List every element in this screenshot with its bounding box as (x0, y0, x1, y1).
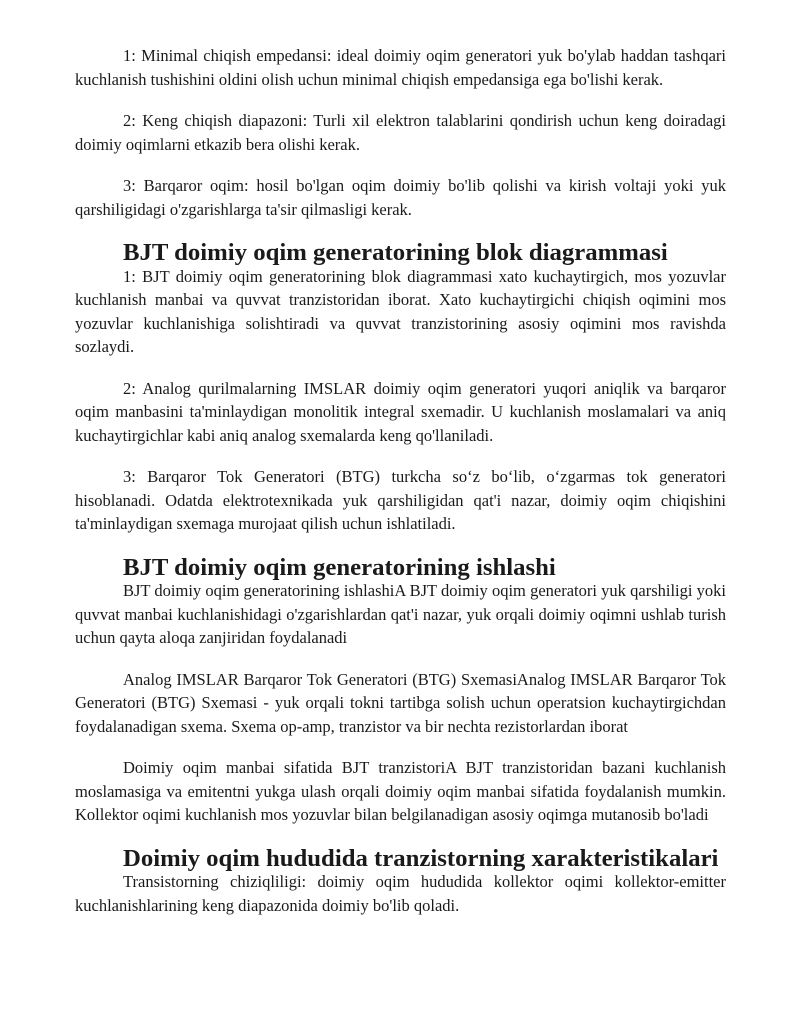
paragraph-wide-output-range: 2: Keng chiqish diapazoni: Turli xil elektron talablarini qondirish uchun keng doiradagi doimiy oqimlarni etkazib bera olishi kerak. (75, 111, 726, 154)
paragraph-stable-current: 3: Barqaror oqim: hosil bo'lgan oqim doimiy bo'lib qolishi va kirish voltaji yoki yuk qarshiligidagi o'zgarishlarga ta'sir qilmasligi kerak. (75, 176, 726, 219)
paragraph-characteristics-1: Transistorning chiziqliligi: doimiy oqim hududida kollektor oqimi kollektor-emitter kuchlanishlarining keng diapazonida doimiy bo'lib qoladi. (75, 872, 726, 915)
paragraph-block-diagram-2: 2: Analog qurilmalarning IMSLAR doimiy oqim generatori yuqori aniqlik va barqaror oqim manbasini ta'minlaydigan monolitik integral sxemadir. U kuchlanish moslamalari va aniq kuchaytirgichlar kabi aniq analog sxemalarda keng qo'llaniladi. (75, 378, 726, 445)
section-heading-block-diagram: BJT doimiy oqim generatorining blok diagrammasi (123, 239, 668, 266)
paragraph-block-diagram-3: 3: Barqaror Tok Generatori (BTG) turkcha so‘z bo‘lib, o‘zgarmas tok generatori hisoblanadi. Odatda elektrotexnikada yuk qarshiligidan qat'i nazar, doimiy oqim chiqishini ta'minlaydigan sxemaga murojaat qilish uchun ishlatiladi. (75, 467, 726, 533)
document-page (75, 44, 726, 917)
paragraph-operation-3: Doimiy oqim manbai sifatida BJT tranzistoriA BJT tranzistoridan bazani kuchlanish moslamasiga va emitentni yukga ulash orqali doimiy oqim manbai sifatida foydalanish mumkin. Kollektor oqimi kuchlanish mos yozuvlar bilan belgilanadigan asosiy oqimga mutanosib bo'ladi (75, 758, 726, 824)
section-heading-characteristics: Doimiy oqim hududida tranzistorning xarakteristikalari (123, 844, 719, 872)
section-heading-operation: BJT doimiy oqim generatorining ishlashi (123, 553, 556, 581)
paragraph-min-output-impedance: 1: Minimal chiqish empedansi: ideal doimiy oqim generatori yuk bo'ylab haddan tashqari kuchlanish tushishini oldini olish uchun minimal chiqish empedansiga ega bo'lishi kerak. (75, 46, 726, 89)
paragraph-block-diagram-1: 1: BJT doimiy oqim generatorining blok diagrammasi xato kuchaytirgich, mos yozuvlar kuchlanish manbai va quvvat tranzistoridan iborat. Xato kuchaytirgichi chiqish oqimini mos yozuvlar kuchlanishiga solishtiradi va quvvat tranzistorining asosiy oqimini mos ravishda sozlaydi. (75, 266, 726, 356)
paragraph-operation-2: Analog IMSLAR Barqaror Tok Generatori (BTG) SxemasiAnalog IMSLAR Barqaror Tok Generatori (BTG) Sxemasi - yuk orqali tokni tartibga solish uchun operatsion kuchaytirgichdan foydalanadigan sxema. Sxema op-amp, tranzistor va bir nechta rezistorlardan iborat (75, 669, 726, 736)
paragraph-operation-1: BJT doimiy oqim generatorining ishlashiA BJT doimiy oqim generatori yuk qarshiligi yoki quvvat manbai kuchlanishidagi o'zgarishlardan qat'i nazar, yuk orqali doimiy oqimni ushlab turish uchun qayta aloqa zanjiridan foydalanadi (75, 581, 726, 647)
